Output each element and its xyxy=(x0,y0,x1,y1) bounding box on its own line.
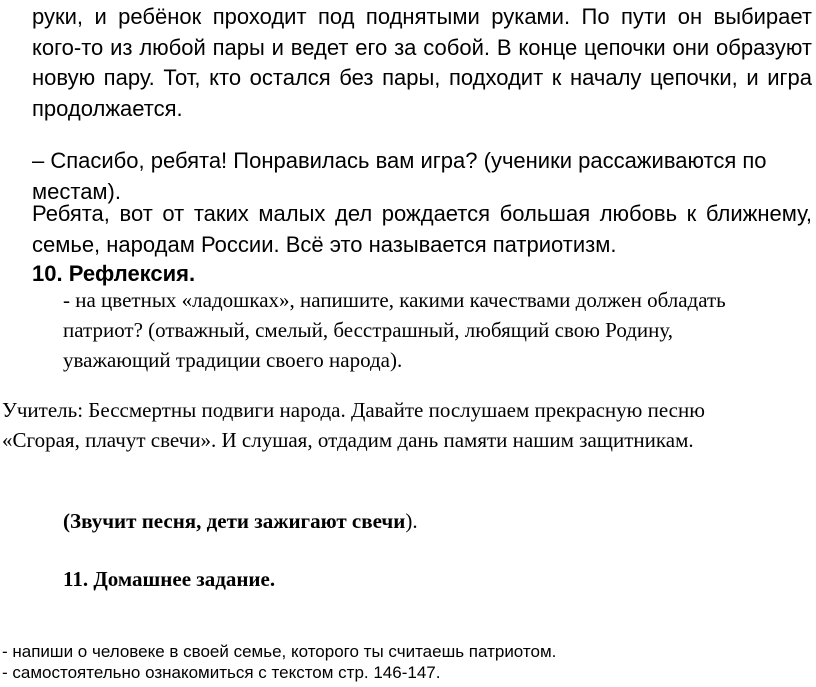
teacher-speech: Учитель: Бессмертны подвиги народа. Давайте послушаем прекрасную песню «Сгорая, плачут свечи». И слушая, отдадим дань памяти нашим защитникам. xyxy=(2,398,705,452)
song-note xyxy=(63,506,783,536)
song-note-end: ). xyxy=(405,509,418,533)
reflection-task: - на цветных «ладошках», напишите, какими качествами должен обладать патриот? (отважный, смелый, бесстрашный, любящий свою Родину, уважающий традиции своего народа). xyxy=(63,288,726,372)
heading-homework: 11. Домашнее задание. xyxy=(63,567,276,591)
paragraph-thanks: – Спасибо, ребята! Понравилась вам игра? (ученики рассаживаются по местам). xyxy=(32,148,767,204)
paragraph-game-rules: руки, и ребёнок проходит под поднятыми руками. По пути он выбирает кого-то из любой пары и ведет его за собой. В конце цепочки они образуют новую пару. Тот, кто остался без пары, подходит к началу цепочки, и игра продолжается. xyxy=(32,4,812,121)
homework-item: - напиши о человеке в своей семье, которого ты считаешь патриотом. xyxy=(2,642,557,661)
song-note-bold: (Звучит песня, дети зажигают свечи xyxy=(63,509,406,533)
homework-item: - самостоятельно ознакомиться с текстом стр. 146-147. xyxy=(2,663,441,682)
heading-reflection: 10. Рефлексия. xyxy=(32,261,196,286)
paragraph-patriotism: Ребята, вот от таких малых дел рождается большая любовь к ближнему, семье, народам России. Всё это называется патриотизм. xyxy=(32,201,812,257)
homework-list xyxy=(2,641,812,683)
